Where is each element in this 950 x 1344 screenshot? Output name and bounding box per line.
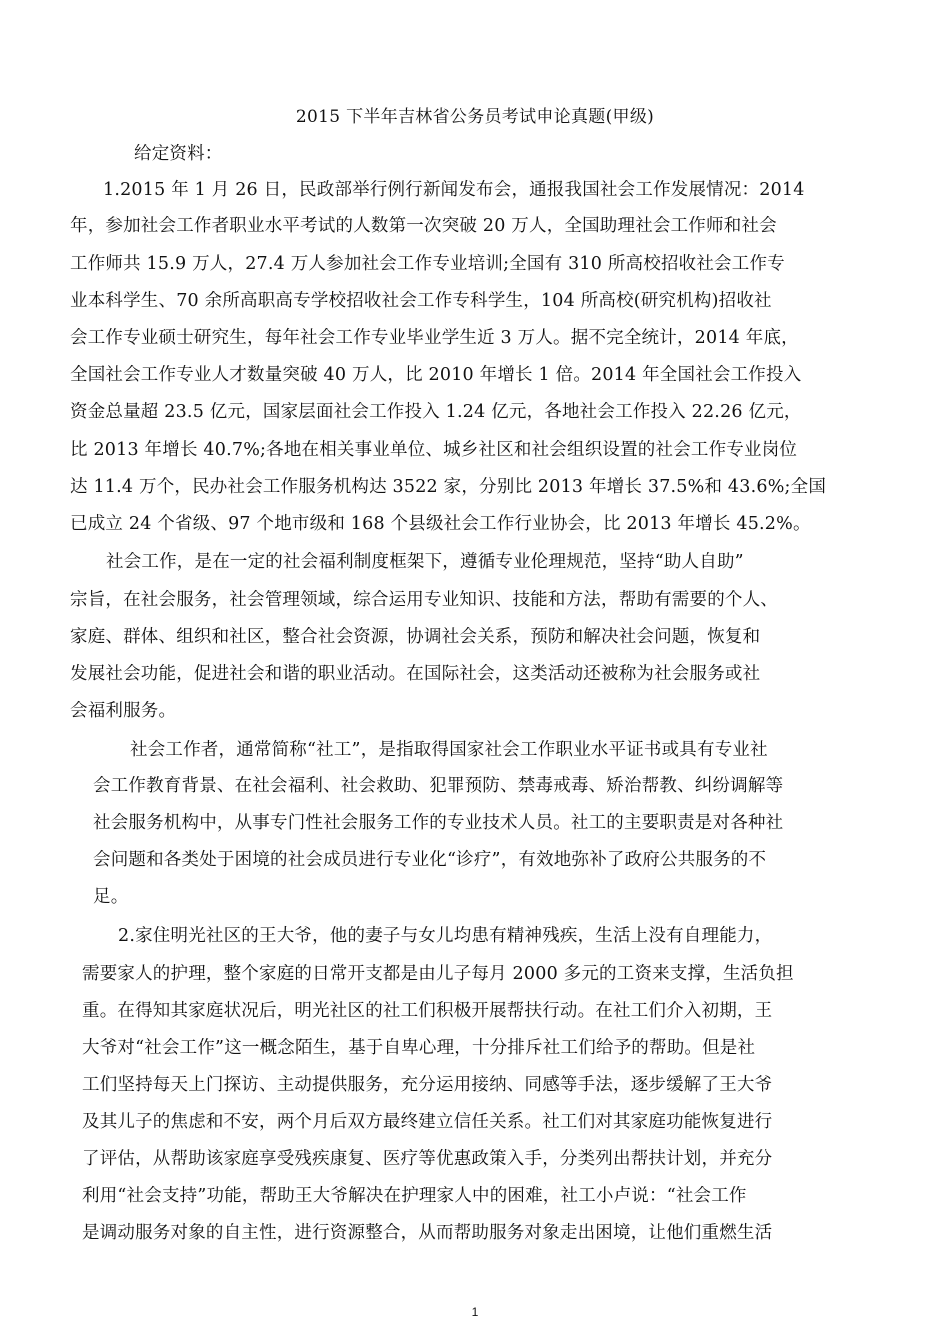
text-line: 业本科学生、70 余所高职高专学校招收社会工作专科学生，104 所高校(研究机构)招收社 — [70, 291, 772, 311]
page-number: 1 — [471, 1305, 479, 1319]
text-line: 社会服务机构中，从事专门性社会服务工作的专业技术人员。社工的主要职责是对各种社 — [93, 813, 784, 833]
text-line: 会工作专业硕士研究生，每年社会工作专业毕业学生近 3 万人。据不完全统计，2014 年底， — [70, 328, 799, 348]
document-title: 2015 下半年吉林省公务员考试申论真题(甲级) — [295, 107, 655, 127]
text-line: 大爷对“社会工作”这一概念陌生，基于自卑心理，十分排斥社工们给予的帮助。但是社 — [82, 1038, 756, 1058]
text-line: 重。在得知其家庭状况后，明光社区的社工们积极开展帮扶行动。在社工们介入初期，王 — [82, 1001, 773, 1021]
text-line: 及其儿子的焦虑和不安，两个月后双方最终建立信任关系。社工们对其家庭功能恢复进行 — [82, 1112, 773, 1132]
text-line: 需要家人的护理，整个家庭的日常开支都是由儿子每月 2000 多元的工资来支撑，生活负担 — [82, 964, 794, 984]
text-line: 发展社会功能，促进社会和谐的职业活动。在国际社会，这类活动还被称为社会服务或社 — [70, 664, 761, 684]
text-line: 利用“社会支持”功能，帮助王大爷解决在护理家人中的困难，社工小卢说：“社会工作 — [82, 1186, 747, 1206]
text-line: 年，参加社会工作者职业水平考试的人数第一次突破 20 万人，全国助理社会工作师和社会 — [70, 216, 777, 236]
text-line: 2.家住明光社区的王大爷，他的妻子与女儿均患有精神残疾，生活上没有自理能力， — [118, 926, 773, 946]
text-line: 会问题和各类处于困境的社会成员进行专业化“诊疗”，有效地弥补了政府公共服务的不 — [93, 850, 767, 870]
text-line: 社会工作者，通常简称“社工”，是指取得国家社会工作职业水平证书或具有专业社 — [130, 740, 768, 760]
text-line: 全国社会工作专业人才数量突破 40 万人，比 2010 年增长 1 倍。2014 年全国社会工作投入 — [70, 365, 802, 385]
section-heading: 给定资料： — [134, 144, 223, 164]
text-line: 工作师共 15.9 万人，27.4 万人参加社会工作专业培训;全国有 310 所高校招收社会工作专 — [70, 254, 785, 274]
text-line: 会福利服务。 — [70, 701, 177, 721]
text-line: 1.2015 年 1 月 26 日，民政部举行例行新闻发布会，通报我国社会工作发展情况：2014 — [103, 180, 805, 200]
text-line: 资金总量超 23.5 亿元，国家层面社会工作投入 1.24 亿元，各地社会工作投入 22.26 亿元， — [70, 402, 802, 422]
text-line: 比 2013 年增长 40.7%;各地在相关事业单位、城乡社区和社会组织设置的社会工作专业岗位 — [70, 440, 798, 460]
text-line: 足。 — [93, 887, 129, 907]
text-line: 工们坚持每天上门探访、主动提供服务，充分运用接纳、同感等手法，逐步缓解了王大爷 — [82, 1075, 773, 1095]
text-line: 宗旨，在社会服务，社会管理领域，综合运用专业知识、技能和方法，帮助有需要的个人、 — [70, 590, 778, 610]
text-line: 家庭、群体、组织和社区，整合社会资源，协调社会关系，预防和解决社会问题，恢复和 — [70, 627, 761, 647]
text-line: 已成立 24 个省级、97 个地市级和 168 个县级社会工作行业协会，比 2013 年增长 45.2%。 — [70, 514, 811, 534]
text-line: 是调动服务对象的自主性，进行资源整合，从而帮助服务对象走出困境，让他们重燃生活 — [82, 1223, 773, 1243]
text-line: 达 11.4 万个，民办社会工作服务机构达 3522 家，分别比 2013 年增长 37.5%和 43.6%;全国 — [70, 477, 827, 497]
text-line: 社会工作，是在一定的社会福利制度框架下，遵循专业伦理规范，坚持“助人自助” — [106, 552, 744, 572]
text-line: 了评估，从帮助该家庭享受残疾康复、医疗等优惠政策入手，分类列出帮扶计划，并充分 — [82, 1149, 773, 1169]
text-line: 会工作教育背景、在社会福利、社会救助、犯罪预防、禁毒戒毒、矫治帮教、纠纷调解等 — [93, 776, 784, 796]
